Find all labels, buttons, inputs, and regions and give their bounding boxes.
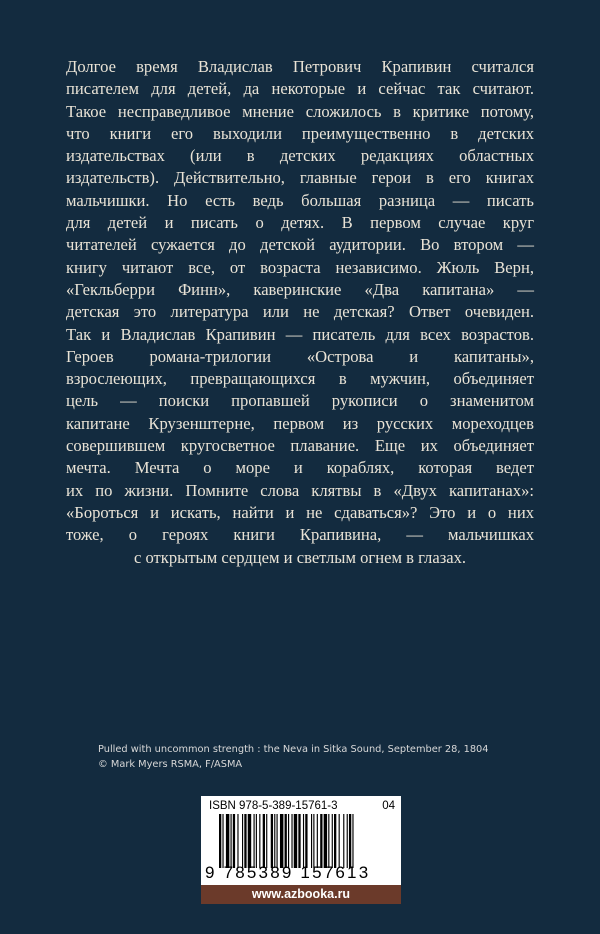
barcode-panel (201, 796, 401, 904)
blurb-line: Такое несправедливое мнение сложилось в критике потому, (66, 101, 534, 121)
blurb-line: Так и Владислав Крапивин — писатель для всех возрастов. (66, 324, 534, 344)
blurb-line: капитане Крузенштерне, первом из русских мореходцев (66, 413, 534, 433)
blurb-line: мальчишки. Но есть ведь большая разница — писать (66, 190, 534, 210)
blurb-line: с открытым сердцем и светлым огнем в глазах. (133, 547, 467, 567)
blurb-line: издательств). Действительно, главные герои в его книгах (66, 168, 534, 188)
blurb-line: детская это литература или не детская? Ответ очевиден. (66, 302, 534, 322)
blurb-line: писателем для детей, да некоторые и сейчас так считают. (66, 79, 534, 99)
blurb-line: Героев романа-трилогии «Острова и капитаны», (66, 346, 534, 366)
isbn-number: ISBN 978-5-389-15761-3 (209, 800, 338, 812)
cover-art-credit (98, 742, 518, 772)
barcode-digits: 9 785389 157613 (205, 863, 371, 882)
blurb-line: совершившем кругосветное плавание. Еще их объединяет (66, 436, 534, 456)
blurb-line: «Бороться и искать, найти и не сдаваться»? Это и о них (66, 502, 534, 522)
isbn-addon: 04 (382, 800, 395, 812)
blurb-line: тоже, о героях книги Крапивина, — мальчишках (66, 525, 534, 545)
blurb-line: книгу читают все, от возраста независимо. Жюль Верн, (66, 257, 534, 277)
blurb-line: что книги его выходили преимущественно в детских (66, 123, 534, 143)
blurb-line: «Гекльберри Финн», каверинские «Два капитана» — (66, 279, 534, 299)
blurb-line: читателей сужается до детской аудитории. Во втором — (66, 235, 534, 255)
barcode-bars (219, 814, 393, 868)
blurb-line: цель — поиски пропавшей рукописи о знаменитом (66, 391, 534, 411)
blurb-line: Долгое время Владислав Петрович Крапивин считался (66, 57, 534, 76)
publisher-url: www.azbooka.ru (201, 885, 401, 904)
blurb-line: для детей и писать о детях. В первом случае круг (66, 213, 534, 233)
blurb-text (66, 56, 534, 569)
blurb-line: издательствах (или в детских редакциях областных (66, 146, 534, 166)
blurb-line: их по жизни. Помните слова клятвы в «Двух капитанах»: (66, 480, 534, 500)
artwork-copyright: © Mark Myers RSMA, F/ASMA (98, 759, 243, 770)
isbn-line (209, 800, 395, 812)
artwork-caption: Pulled with uncommon strength : the Neva in Sitka Sound, September 28, 1804 (98, 744, 489, 755)
blurb-line: взрослеющих, превращающихся в мужчин, объединяет (66, 369, 534, 389)
blurb-line: мечта. Мечта о море и кораблях, которая ведет (66, 458, 534, 478)
